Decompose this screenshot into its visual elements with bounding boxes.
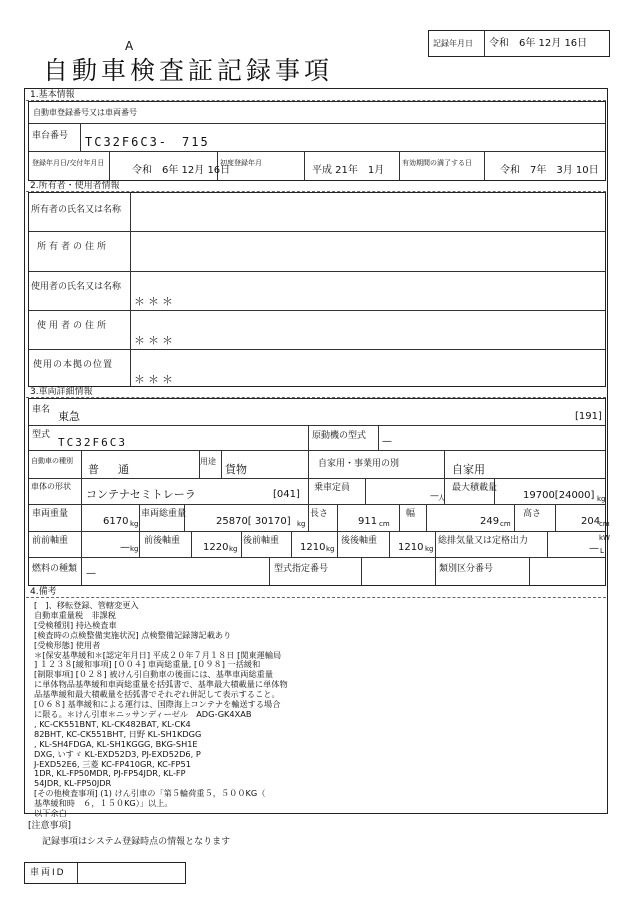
reg-number-label: 自動車登録番号又は車両番号 (33, 108, 137, 117)
notes-text: 記録事項はシステム登録時点の情報となります (42, 837, 231, 847)
user-name-label: 使用者の氏名又は名称 (31, 282, 122, 292)
designation-label: 型式指定番号 (274, 564, 329, 574)
max-load-value: 19700[24000] (523, 490, 595, 501)
section-owner-title: 2.所有者・使用者情報 (30, 181, 120, 191)
length-value: 911 (358, 516, 378, 527)
user-name-value: ＊＊＊ (134, 295, 176, 308)
model-value: TC32F6C3 (58, 436, 127, 449)
remark-line: DXG, いすゞ KL-EXD52D3, PJ-EXD52D6, P (34, 748, 201, 759)
reg-date-label: 登録年月日/交付年月日 (32, 159, 105, 167)
gross-weight-label: 車両総重量 (141, 509, 187, 519)
height-value: 204 (581, 516, 601, 527)
width-unit: cm (500, 520, 511, 528)
displacement-value: — (589, 543, 599, 554)
section-basic-title: 1.基本情報 (30, 90, 75, 100)
width-value: 249 (480, 516, 500, 527)
rf-axle-value: 1210 (300, 542, 326, 553)
remark-line: に限る。＊けん引車＊ニッサンディーゼル ADG-GK4XAB (34, 708, 252, 719)
remark-line: , KC-CK551BNT, KL-CK482BAT, KL-CK4 (34, 718, 191, 729)
remark-line: 1DR, KL-FP50MDR, PJ-FP54JDR, KL-FP (34, 768, 186, 779)
chassis-value: TC32F6C3- 715 (85, 135, 210, 149)
height-unit: cm (599, 520, 610, 528)
base-location-label: 使用の本拠の位置 (33, 360, 114, 370)
rr-axle-label: 後後軸重 (341, 536, 378, 546)
remark-line: ] １２３８[緩和事項] [００４] 車両総重量, [０９８] 一括緩和 (34, 659, 261, 670)
engine-model-value: — (382, 436, 392, 447)
capacity-unit: 人 (438, 494, 445, 502)
vehicle-weight-unit: kg (130, 520, 139, 528)
user-address-value: ＊＊＊ (134, 334, 176, 347)
classification-label: 類別区分番号 (439, 564, 494, 574)
car-name-label: 車名 (32, 405, 51, 415)
fr-axle-value: 1220 (203, 542, 229, 553)
remark-line: 基準緩和時 ６，１５０KG）」以上。 (34, 798, 173, 809)
displacement-unit-kw: kW (599, 534, 610, 542)
fuel-type-value: — (86, 568, 96, 579)
base-location-value: ＊＊＊ (134, 373, 176, 386)
fr-axle-label: 前後軸重 (144, 536, 181, 546)
remark-line: [ ]、移転登録、管轄変更入 (34, 600, 139, 610)
remark-line: [受検形態] 使用者 (34, 639, 101, 650)
ff-axle-value: — (120, 542, 130, 553)
rr-axle-unit: kg (425, 545, 434, 553)
private-business-value: 自家用 (452, 463, 485, 476)
ff-axle-label: 前前軸重 (32, 536, 69, 546)
car-name-code: [191] (575, 411, 602, 422)
gross-weight-value: 25870[ 30170] (216, 516, 291, 527)
engine-model-label: 原動機の型式 (312, 431, 367, 441)
gross-weight-unit: kg (297, 520, 306, 528)
remark-line: [受検種別] 持込検査車 (34, 619, 117, 630)
remark-line: , KL-SH4FDGA, KL-SH1KGGG, BKG-SH1E (34, 738, 198, 749)
body-shape-code: [041] (273, 489, 300, 500)
displacement-label: 総排気量又は定格出力 (438, 536, 529, 546)
remark-line: 自動車重量税 非課税 (34, 609, 116, 620)
fuel-type-label: 燃料の種類 (32, 564, 78, 574)
notes-title: [注意事項] (28, 821, 72, 831)
displacement-unit-l: L (600, 547, 604, 555)
section-vehicle-title: 3.車両詳細情報 (30, 387, 93, 397)
page-title: 自動車検査証記録事項 (43, 56, 334, 85)
height-label: 高さ (523, 509, 542, 519)
length-unit: cm (379, 520, 390, 528)
car-name-value: 東急 (58, 410, 80, 423)
ff-axle-unit: kg (130, 545, 139, 553)
max-load-label: 最大積載量 (452, 483, 498, 493)
remark-line: 82BHT, KC-CK551BHT, 日野 KL-SH1KDGG (34, 728, 202, 739)
body-shape-value: コンテナセミトレーラ (86, 488, 196, 501)
user-address-label: 使用者の住所 (37, 321, 110, 331)
record-date-label: 記録年月日 (433, 39, 473, 48)
remark-line: [０６８] 基準緩和による運行は、国際海上コンテナを輸送する場合 (34, 699, 281, 710)
private-business-label: 自家用・事業用の別 (318, 459, 400, 469)
remark-line: [検査時の点検整備実施状況] 点検整備記録簿記載あり (34, 629, 232, 640)
remark-line: [制限事項] [０２８] 被けん引自動車の後面には、基準車両総重量 (34, 669, 274, 680)
first-reg-value: 平成 21年 1月 (312, 165, 385, 176)
vehicle-kind-value: 普 通 (88, 463, 133, 476)
capacity-label: 乗車定員 (314, 483, 351, 493)
remark-line: [その他検査事項] (1) けん引車の「第５輪荷重５，５００KG（ (34, 788, 266, 799)
first-reg-label: 初度登録年月 (220, 159, 262, 167)
capacity-value: — (430, 491, 439, 501)
rf-axle-label: 後前軸重 (243, 536, 280, 546)
remark-line: ＊[保安基準緩和＊[認定年月日] 平成２０年７月１８日 [関東運輸局 (34, 649, 282, 660)
section-remarks-title: 4.備考 (30, 587, 57, 597)
vehicle-id-label: 車両ID (30, 868, 66, 878)
vehicle-weight-value: 6170 (103, 516, 129, 527)
remark-line: 以下余白 (34, 808, 67, 819)
width-label: 幅 (406, 509, 416, 519)
vehicle-id-box (24, 862, 186, 884)
body-shape-label: 車体の形状 (31, 482, 71, 491)
remark-line: 品基準緩和最大積載量を括弧書でそれぞれ併記して表示すること。 (34, 689, 280, 700)
rf-axle-unit: kg (326, 545, 335, 553)
remarks-text (34, 601, 324, 819)
owner-name-label: 所有者の氏名又は名称 (31, 205, 122, 215)
remark-line: J-EXD52E6, 三菱 KC-FP410GR, KC-FP51 (34, 758, 191, 769)
vehicle-weight-label: 車両重量 (32, 509, 69, 519)
chassis-label: 車台番号 (32, 131, 69, 141)
owner-address-label: 所有者の住所 (37, 242, 110, 252)
model-label: 型式 (32, 430, 51, 440)
rr-axle-value: 1210 (398, 542, 424, 553)
use-label: 用途 (200, 457, 216, 466)
vehicle-kind-label: 自動車の種別 (31, 457, 73, 465)
max-load-unit: kg (597, 495, 606, 503)
use-value: 貨物 (225, 463, 247, 476)
expiry-value: 令和 7年 3月 10日 (500, 165, 599, 176)
length-label: 長さ (310, 509, 329, 519)
record-date-value: 令和 6年 12月 16日 (489, 38, 588, 49)
form-letter: A (125, 39, 134, 53)
fr-axle-unit: kg (229, 545, 238, 553)
reg-date-value: 令和 6年 12月 16日 (132, 165, 231, 176)
expiry-label: 有効期間の満了する日 (402, 159, 472, 167)
record-date-box (428, 30, 610, 57)
remark-line: 54JDR, KL-FP50JDR (34, 778, 112, 789)
remark-line: に単体物品基準緩和車両総重量を括弧書で、基準最大積載量に単体物 (34, 679, 288, 690)
